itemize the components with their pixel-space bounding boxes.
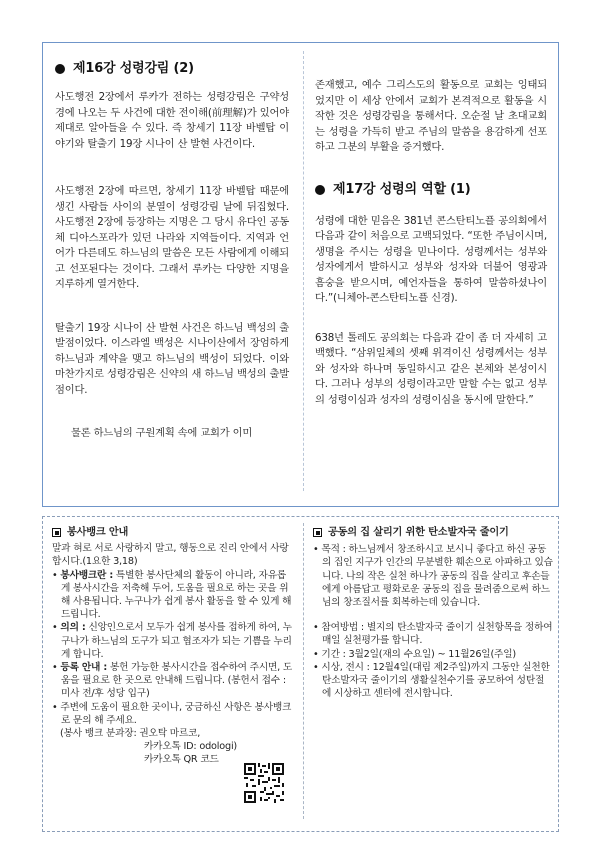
lesson17-paragraph-1: 성령에 대한 믿음은 381년 콘스탄티노플 공의회에서 다음과 같이 처음으로 고백되었다. “또한 주님이시며, 생명을 주시는 성령을 믿나이다. 성령께서는 성부와 성자에게서 발하시고 성부와 성자와 더불어 영광과 흠숭을 받으시며, 예언자들을 통하여 말씀하셨나이다.”(니체아-콘스탄티노플 신경). bbox=[315, 214, 547, 304]
service-bank-kakao-id: 카카오톡 ID: odologi) bbox=[144, 741, 238, 753]
service-bank-item: • 의의 : 신앙인으로서 모두가 쉽게 봉사를 접하게 하여, 누구나가 하느님의 도구가 되고 협조자가 되는 기쁨을 누리게 합니다. bbox=[52, 622, 292, 660]
right-column bbox=[315, 43, 547, 408]
column-divider bbox=[303, 51, 304, 491]
lesson16-paragraph-3: 탈출기 19장 시나이 산 발현 사건은 하느님 백성의 출발점이었다. 이스라엘 백성은 시나이산에서 장엄하게 하느님과 계약을 맺고 하느님의 백성이 되었다. 이와 마찬가지로 성령강림은 신약의 새 하느님 백성의 출발점이다. bbox=[55, 321, 289, 396]
left-column bbox=[55, 43, 289, 442]
carbon-purpose: • 목적 : 하느님께서 창조하시고 보시니 좋다고 하신 공동의 집인 지구가 인간의 무분별한 훼손으로 아파하고 있습니다. 나의 작은 실천 하나가 공동의 집을 살리고 후손들에게 아름답고 평화로운 공동의 집을 물려줌으로써 하느님의 창조질서를 회복하는데 있습니다. bbox=[313, 544, 553, 609]
lesson16-heading: 제16강 성령강림 (2) bbox=[55, 61, 289, 77]
service-bank-contact: (봉사 뱅크 분과장: 권오탁 마르코, bbox=[60, 728, 201, 740]
lesson17-heading: 제17강 성령의 역할 (1) bbox=[315, 182, 547, 198]
service-bank-item: • 주변에 도움이 필요한 곳이나, 궁금하신 사항은 봉사뱅크로 문의 해 주세요. bbox=[52, 701, 292, 726]
service-bank-item: • 봉사뱅크란 : 특별한 봉사단체의 활동이 아니라, 자유롭게 봉사시간을 저축해 두어, 도움을 필요로 하는 곳을 위해 사용됩니다. 누구나가 쉽게 봉사 활동을 할 수 있게 해 드립니다. bbox=[52, 569, 292, 621]
lesson16-paragraph-1: 사도행전 2장에서 루카가 전하는 성령강림은 구약성경에 나오는 두 사건에 대한 전이해(前理解)가 있어야 제대로 알아들을 수 있다. 즉 창세기 11장 바벨탑 이야기와 탈출기 19장 시나이 산 발현 사건이다. bbox=[55, 91, 289, 150]
carbon-exhibit: • 시상, 전시 : 12월4일(대림 제2주일)까지 그동안 실천한 탄소발자국 줄이기의 생활실천수기를 공모하여 성탄절에 시상하고 센터에 전시합니다. bbox=[313, 661, 550, 700]
service-bank-column bbox=[52, 517, 294, 767]
carbon-heading: 공동의 집 살리기 위한 탄소발자국 줄이기 bbox=[313, 526, 553, 539]
notice-divider bbox=[303, 523, 304, 819]
service-bank-heading: 봉사뱅크 안내 bbox=[52, 526, 294, 539]
carbon-period: • 기간 : 3월2일(재의 수요일) ~ 11월26일(주일) bbox=[313, 648, 516, 660]
lesson16-paragraph-4: 물론 하느님의 구원계획 속에 교회가 이미 bbox=[71, 427, 253, 439]
bullet-icon bbox=[55, 64, 65, 74]
carbon-method: • 참여방법 : 별지의 탄소발자국 줄이기 실천항목을 정하여 매일 실천평가를 합니다. bbox=[313, 622, 553, 647]
lesson16-paragraph-5: 존재했고, 예수 그리스도의 활동으로 교회는 잉태되었지만 이 세상 안에서 교회가 본격적으로 활동을 시작한 것은 성령강림을 통해서다. 오순절 날 초대교회는 성령을 가득히 받고 주님의 말씀을 용감하게 선포하고 그분의 부활을 증거했다. bbox=[315, 79, 547, 153]
square-bullet-icon bbox=[313, 528, 322, 537]
lesson17-paragraph-2: 638년 톨레도 공의회는 다음과 같이 좀 더 자세히 고백했다. “삼위일체의 셋째 위격이신 성령께서는 성부와 성자와 하나며 동일하시고 같은 본체와 본성이시다. 그러나 성부의 성령이라고만 말할 수는 없고 성부의 성령이심과 성자의 성령이심을 동시에 말한다.” bbox=[315, 331, 547, 406]
service-bank-qr-label: 카카오톡 QR 코드 bbox=[144, 754, 219, 766]
service-bank-intro: 말과 혀로 서로 사랑하지 말고, 행동으로 진리 안에서 사랑합시다.(1요한 3,18) bbox=[52, 543, 289, 568]
service-bank-item: • 등록 안내 : 봉헌 가능한 봉사시간을 접수하여 주시면, 도움을 필요로 한 곳으로 안내해 드립니다. (봉헌서 접수 : 미사 전/후 성당 입구) bbox=[52, 662, 293, 700]
kakao-qr-code[interactable] bbox=[244, 763, 284, 803]
notice-box bbox=[42, 516, 559, 832]
lesson-box bbox=[42, 42, 559, 507]
lesson16-paragraph-2: 사도행전 2장에 따르면, 창세기 11장 바벨탑 때문에 생긴 사람들 사이의 분열이 성령강림 날에 뒤집혔다. 사도행전 2장에 등장하는 지명은 그 당시 유다인 공동체 디아스포라가 있던 나라와 지역들이다. 지역과 언어가 다른데도 하느님의 말씀은 모든 사람에게 이해되고 선포된다는 것이다. 그래서 루카는 다양한 지명을 지루하게 열거한다. bbox=[55, 185, 289, 290]
carbon-column bbox=[313, 517, 553, 700]
square-bullet-icon bbox=[52, 528, 61, 537]
bullet-icon bbox=[315, 185, 325, 195]
